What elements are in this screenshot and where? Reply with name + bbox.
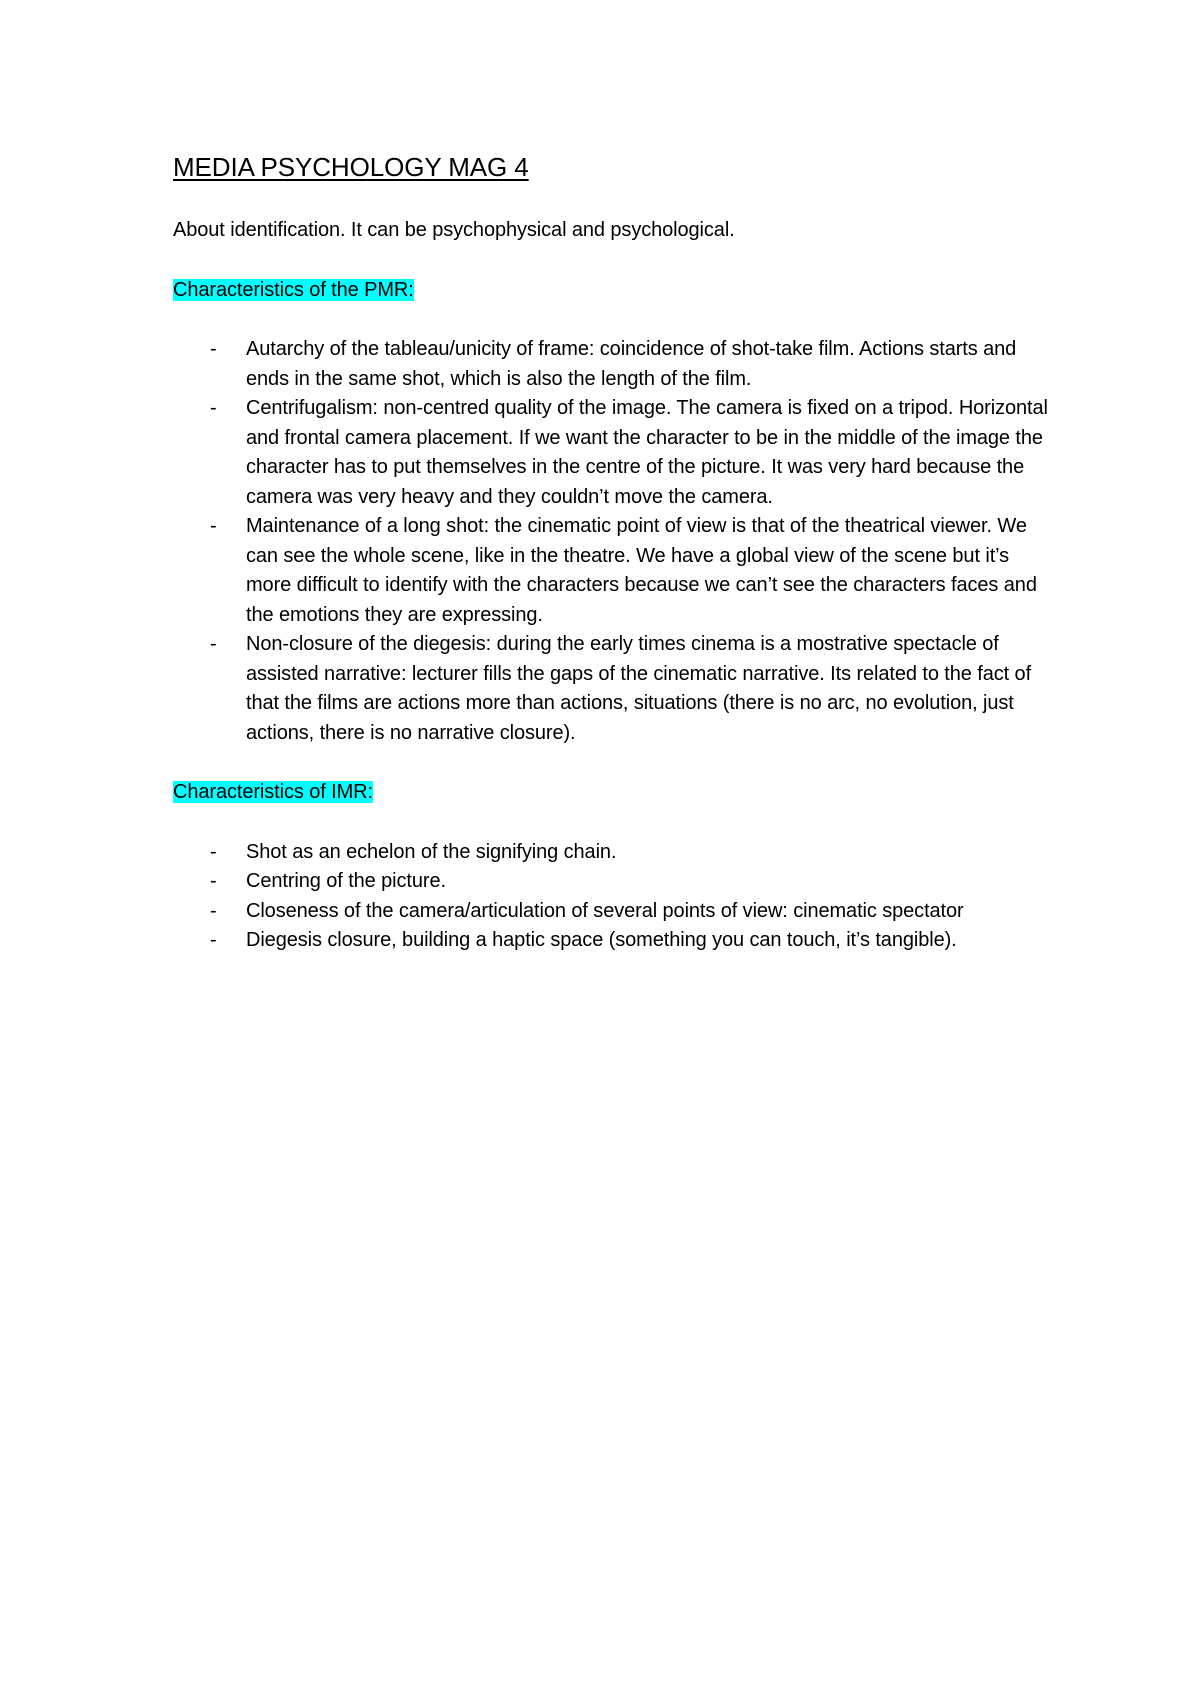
bullet-dash: -: [210, 633, 217, 655]
list-item: [173, 512, 1053, 630]
intro-paragraph: About identification. It can be psychophysical and psychological.: [173, 219, 735, 241]
list-item-text: Autarchy of the tableau/unicity of frame: coincidence of shot-take film. Actions starts and ends in the same shot, which is also the length of the film.: [246, 338, 1017, 390]
bullet-dash: -: [210, 840, 217, 863]
pmr-characteristics-list: [173, 335, 1053, 748]
list-item-text: Centrifugalism: non-centred quality of the image. The camera is fixed on a tripod. Horizontal and frontal camera placement. If we want the character to be in the middle of the image the character has to put themselves in the centre of the picture. It was very hard because the camera was very heavy and they couldn’t move the camera.: [246, 397, 1048, 508]
list-item: [173, 394, 1053, 512]
imr-characteristics-list: [173, 838, 1053, 956]
list-item: [173, 335, 1053, 394]
list-item: [173, 867, 1053, 897]
list-item: [173, 838, 1053, 868]
bullet-dash: -: [210, 397, 217, 419]
highlighted-heading-text: Characteristics of the PMR:: [173, 278, 414, 301]
section-heading-imr: [173, 778, 1053, 808]
list-item-text: Centring of the picture.: [246, 870, 446, 892]
list-item: [173, 897, 1053, 927]
document-title: MEDIA PSYCHOLOGY MAG 4: [173, 152, 529, 182]
list-item-text: Diegesis closure, building a haptic space (something you can touch, it’s tangible).: [246, 929, 957, 951]
list-item-text: Maintenance of a long shot: the cinematic point of view is that of the theatrical viewer. We can see the whole scene, like in the theatre. We have a global view of the scene but it’s more difficult to identify with the characters because we can’t see the characters faces and the emotions they are expressing.: [246, 515, 1037, 626]
list-item-text: Shot as an echelon of the signifying chain.: [246, 840, 617, 863]
bullet-dash: -: [210, 338, 217, 360]
bullet-dash: -: [210, 899, 217, 922]
list-item: [173, 630, 1053, 748]
bullet-dash: -: [210, 515, 217, 537]
list-item-text: Non-closure of the diegesis: during the early times cinema is a mostrative spectacle of assisted narrative: lecturer fills the gaps of the cinematic narrative. Its related to the fact of that the films are actions more than actions, situations (there is no arc, no evolution, just actions, there is no narrative closure).: [246, 633, 1032, 744]
list-item: [173, 926, 1053, 956]
document-content: [173, 150, 1053, 986]
bullet-dash: -: [210, 929, 217, 951]
highlighted-heading-text: Characteristics of IMR:: [173, 781, 373, 803]
section-heading-pmr: [173, 276, 1053, 306]
bullet-dash: -: [210, 870, 217, 892]
list-item-text: Closeness of the camera/articulation of several points of view: cinematic spectator: [246, 899, 964, 922]
